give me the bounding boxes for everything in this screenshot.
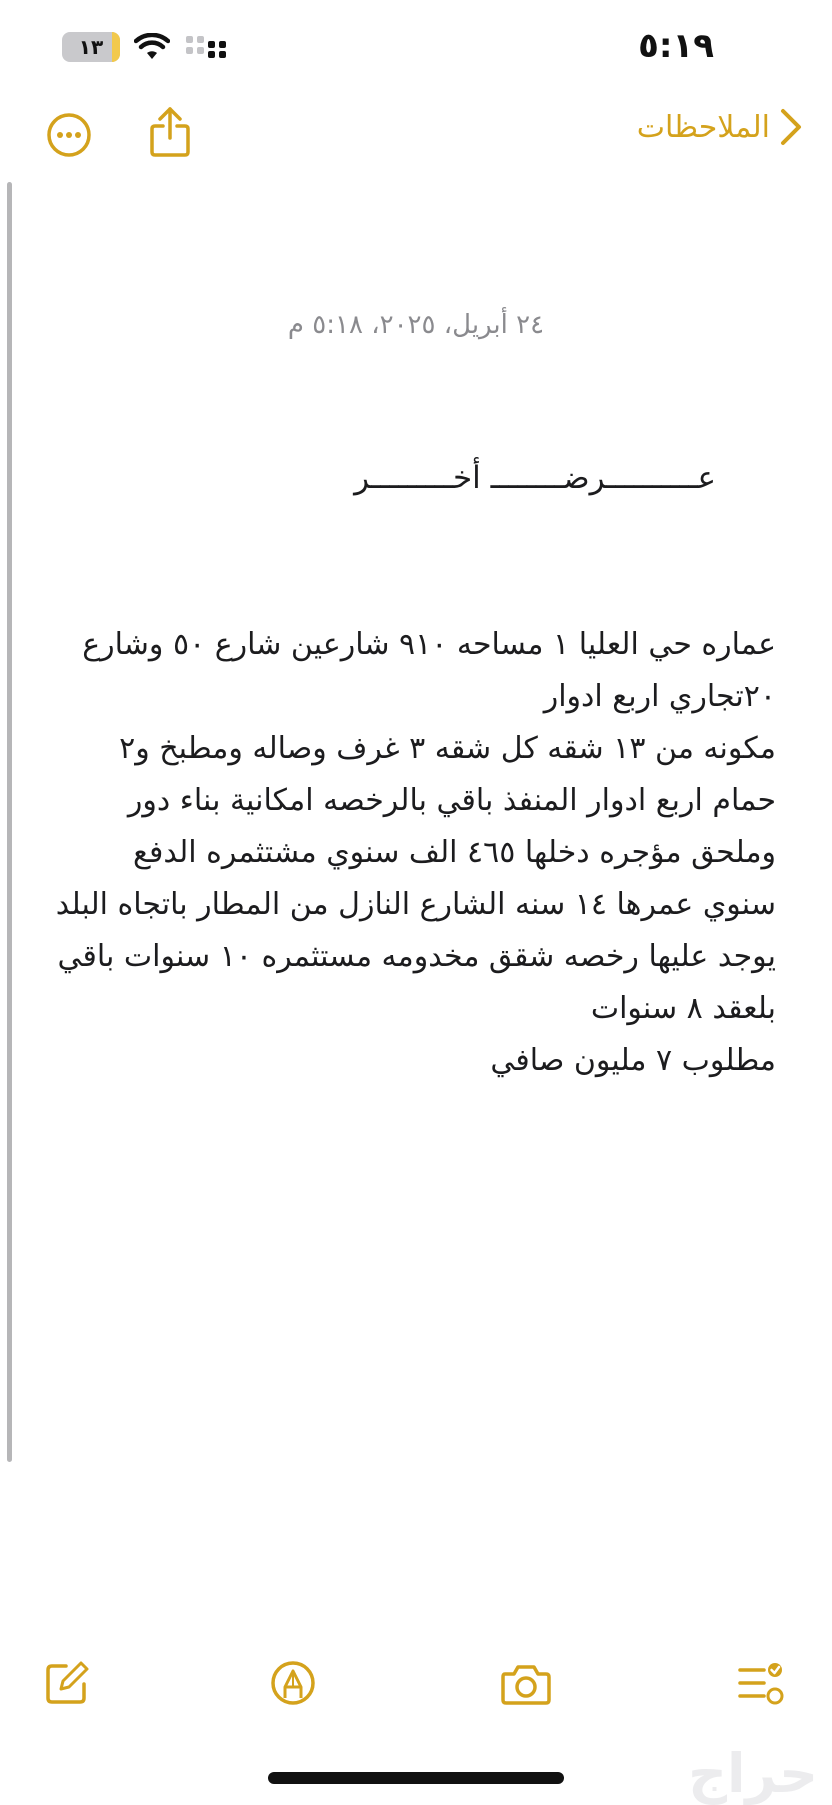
chevron-right-icon xyxy=(780,108,802,146)
back-button-label: الملاحظات xyxy=(636,109,770,145)
note-line: وملحق مؤجره دخلها ٤٦٥ الف سنوي مشتثمره الدفع xyxy=(133,835,776,870)
ellipsis-circle-icon xyxy=(46,112,92,158)
wifi-icon xyxy=(134,33,170,61)
home-indicator[interactable] xyxy=(268,1772,564,1784)
note-line: مكونه من ١٣ شقه كل شقه ٣ غرف وصاله ومطبخ و٢ xyxy=(119,731,776,766)
note-line: ٢٠تجاري اربع ادوار xyxy=(543,679,776,714)
share-icon xyxy=(148,106,192,158)
camera-icon xyxy=(500,1660,552,1706)
note-line: عماره حي العليا ١ مساحه ٩١٠ شارعين شارع ٥٠ وشارع xyxy=(82,627,776,662)
checklist-icon xyxy=(736,1660,784,1706)
note-line: مطلوب ٧ مليون صافي xyxy=(490,1043,776,1078)
compose-button[interactable] xyxy=(44,1660,90,1710)
watermark-logo: حراج xyxy=(688,1742,818,1805)
note-date: ٢٤ أبريل، ٢٠٢٥، ٥:١٨ م xyxy=(287,310,545,340)
battery-icon xyxy=(62,32,120,62)
battery-percent: ١٣ xyxy=(78,35,104,59)
note-heading[interactable]: عــــــــــرضــــــــ أخـــــــــر xyxy=(354,460,716,496)
back-button[interactable] xyxy=(637,108,802,146)
status-time: ٥:١٩ xyxy=(638,26,714,66)
note-body[interactable] xyxy=(56,619,776,1087)
note-line: حمام اربع ادوار المنفذ باقي بالرخصه امكانية بناء دور xyxy=(127,783,776,818)
cellular-signal-icon xyxy=(184,33,228,61)
battery-level-fill xyxy=(112,32,120,62)
camera-button[interactable] xyxy=(500,1660,552,1710)
status-icons xyxy=(62,32,228,62)
share-button[interactable] xyxy=(148,106,192,162)
markup-button[interactable] xyxy=(270,1660,316,1710)
more-button[interactable] xyxy=(46,112,92,162)
checklist-button[interactable] xyxy=(736,1660,784,1710)
note-line: سنوي عمرها ١٤ سنه الشارع النازل من المطار باتجاه البلد xyxy=(55,887,776,922)
note-line: يوجد عليها رخصه شقق مخدومه مستثمره ١٠ سنوات باقي xyxy=(57,939,776,974)
markup-pen-icon xyxy=(270,1660,316,1706)
note-line: بلعقد ٨ سنوات xyxy=(590,991,776,1026)
scrollbar[interactable] xyxy=(7,182,12,1462)
compose-icon xyxy=(44,1660,90,1706)
